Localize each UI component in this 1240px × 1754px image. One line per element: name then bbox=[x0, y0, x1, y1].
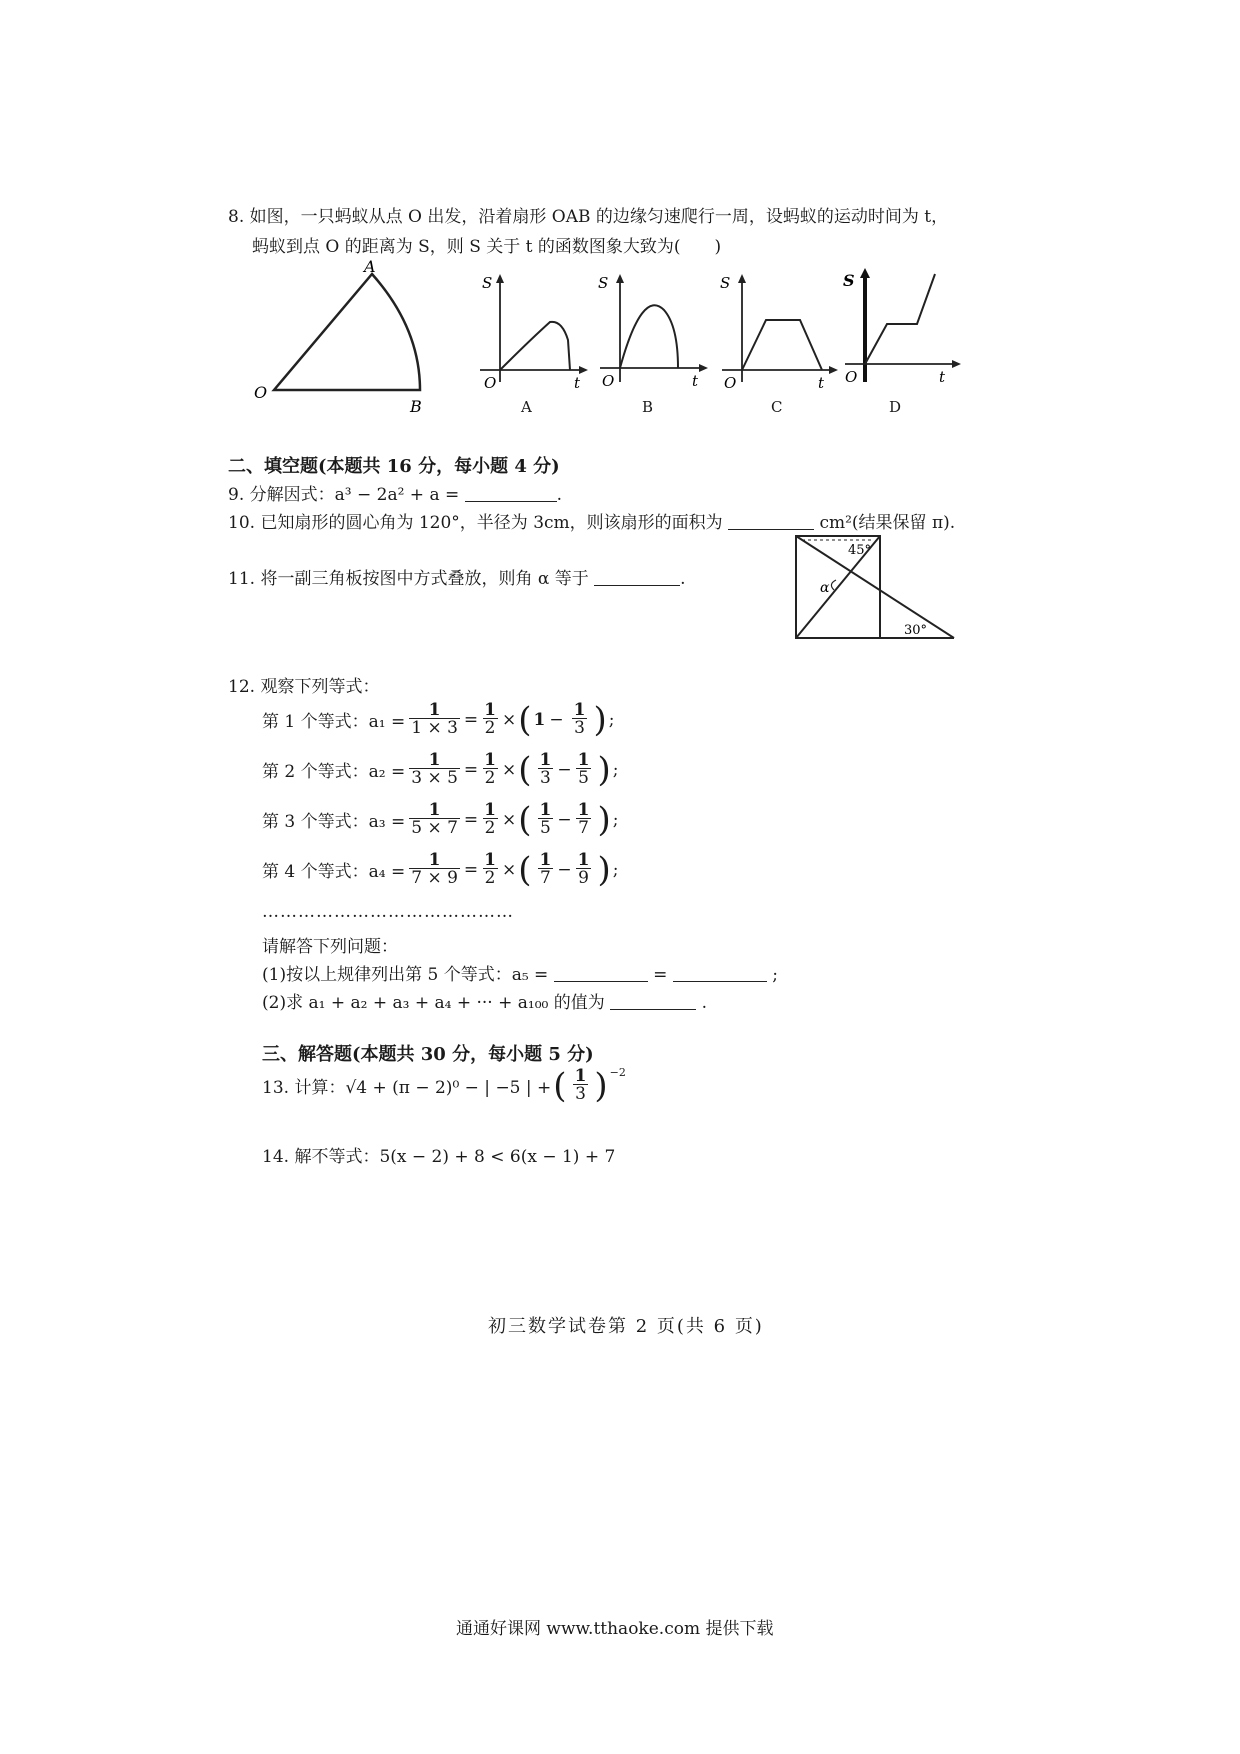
graph-b-s-arrow bbox=[616, 274, 624, 283]
eq2-half-den: 2 bbox=[484, 768, 496, 788]
graph-c-origin: O bbox=[724, 374, 737, 392]
angle-45-label: 45° bbox=[848, 543, 872, 558]
eq1-b-den: 3 bbox=[574, 718, 585, 738]
graph-d-t-label: t bbox=[939, 368, 946, 386]
q8-line1: 8. 如图，一只蚂蚁从点 O 出发，沿着扇形 OAB 的边缘匀速爬行一周，设蚂蚁的运动时间为 t， bbox=[228, 207, 949, 227]
graph-d-s-label: S bbox=[843, 271, 855, 290]
q10-end: cm²(结果保留 π). bbox=[819, 513, 956, 533]
q13-frac-num: 1 bbox=[574, 1066, 587, 1086]
graph-c-s-arrow bbox=[738, 274, 746, 283]
angle-30-label: 30° bbox=[904, 623, 928, 638]
eq3-end: ; bbox=[612, 809, 619, 830]
eq3-minus: − bbox=[557, 809, 572, 830]
q13 bbox=[262, 1065, 626, 1106]
eq4-prefix: 第 4 个等式：a₄ = bbox=[262, 862, 406, 882]
eq3-prefix: 第 3 个等式：a₃ = bbox=[262, 812, 406, 832]
q12-part1-blank-2[interactable] bbox=[673, 965, 767, 982]
eq3-num: 1 bbox=[428, 800, 441, 820]
eq2-b-den: 5 bbox=[578, 768, 589, 788]
q9 bbox=[228, 480, 562, 505]
eq1-num: 1 bbox=[428, 700, 441, 720]
eq3-half bbox=[482, 802, 498, 837]
q12-part1-blank-1[interactable] bbox=[554, 965, 648, 982]
option-a-label: A bbox=[521, 398, 532, 416]
graph-c-curve bbox=[742, 320, 822, 370]
graph-a-curve bbox=[500, 322, 570, 370]
graph-a-origin: O bbox=[484, 374, 497, 392]
eq4-lparen: ( bbox=[518, 849, 532, 890]
q11-end: . bbox=[680, 569, 686, 589]
eq4-rparen: ) bbox=[597, 849, 611, 890]
eq2-fraction bbox=[409, 752, 460, 787]
q12-equation-2 bbox=[262, 749, 619, 790]
eq3-half-den: 2 bbox=[484, 818, 496, 838]
eq3-half-num: 1 bbox=[484, 800, 497, 820]
eq4-b-den: 9 bbox=[578, 868, 589, 888]
eq1-equals: = bbox=[463, 709, 479, 730]
section3-title: 三、解答题(本题共 30 分，每小题 5 分) bbox=[262, 1044, 594, 1065]
sector-figure bbox=[250, 258, 440, 418]
q12-part1-mid: = bbox=[653, 965, 668, 985]
eq4-a-den: 7 bbox=[540, 868, 551, 888]
q10-text: 10. 已知扇形的圆心角为 120°，半径为 3cm，则该扇形的面积为 bbox=[228, 513, 723, 533]
sector-label-b: B bbox=[410, 397, 422, 416]
graph-d-origin: O bbox=[845, 368, 858, 386]
eq3-a-num: 1 bbox=[539, 800, 552, 820]
eq2-half-num: 1 bbox=[484, 750, 497, 770]
eq2-times: × bbox=[502, 759, 517, 780]
graph-c-t-label: t bbox=[818, 374, 825, 392]
q12-equation-1 bbox=[262, 699, 615, 740]
eq4-half bbox=[482, 852, 498, 887]
eq4-b bbox=[576, 852, 592, 887]
eq2-a-num: 1 bbox=[539, 750, 552, 770]
eq3-b-num: 1 bbox=[577, 800, 590, 820]
eq4-num: 1 bbox=[428, 850, 441, 870]
eq4-end: ; bbox=[612, 859, 619, 880]
eq3-b-den: 7 bbox=[578, 818, 589, 838]
graph-b-origin: O bbox=[602, 372, 615, 390]
q12-part2-end: . bbox=[701, 993, 707, 1013]
eq1-prefix: 第 1 个等式：a₁ = bbox=[262, 712, 406, 732]
q12-title: 12. 观察下列等式： bbox=[228, 677, 380, 697]
q12-part1-text: (1)按以上规律列出第 5 个等式：a₅ = bbox=[262, 965, 549, 985]
eq3-b bbox=[576, 802, 592, 837]
q12-equation-3 bbox=[262, 799, 619, 840]
option-d-label: D bbox=[889, 398, 902, 416]
graph-d-t-arrow bbox=[952, 360, 961, 368]
graph-a-s-arrow bbox=[496, 274, 504, 283]
eq1-b-num: 1 bbox=[573, 700, 586, 720]
eq1-b bbox=[572, 702, 588, 737]
q13-frac-den: 3 bbox=[575, 1084, 586, 1104]
sector-outline bbox=[274, 274, 420, 390]
graph-a bbox=[470, 270, 590, 400]
eq3-a bbox=[538, 802, 554, 837]
eq2-a-den: 3 bbox=[540, 768, 551, 788]
q12-part1 bbox=[262, 960, 778, 985]
q11-answer-blank[interactable] bbox=[594, 569, 680, 586]
q12-part2-text: (2)求 a₁ + a₂ + a₃ + a₄ + ··· + a₁₀₀ 的值为 bbox=[262, 993, 605, 1013]
q12-part2-blank[interactable] bbox=[610, 993, 696, 1010]
eq2-prefix: 第 2 个等式：a₂ = bbox=[262, 762, 406, 782]
triangle-figure bbox=[790, 530, 970, 646]
page-footer: 初三数学试卷第 2 页(共 6 页) bbox=[488, 1316, 764, 1337]
eq2-b-num: 1 bbox=[577, 750, 590, 770]
q8-line2: 蚂蚁到点 O 的距离为 S，则 S 关于 t 的函数图象大致为( ) bbox=[252, 237, 722, 257]
option-c-label: C bbox=[771, 398, 783, 416]
q12-part1-end: ; bbox=[772, 965, 778, 985]
graph-b-t-label: t bbox=[692, 372, 699, 390]
q13-fraction bbox=[573, 1068, 589, 1103]
graph-b-s-label: S bbox=[598, 274, 609, 292]
q13-text: 13. 计算：√4 + (π − 2)⁰ − | −5 | + bbox=[262, 1078, 552, 1098]
eq2-rparen: ) bbox=[597, 749, 611, 790]
q13-exponent: −2 bbox=[609, 1066, 626, 1079]
eq3-a-den: 5 bbox=[540, 818, 551, 838]
eq2-half bbox=[482, 752, 498, 787]
eq3-fraction bbox=[409, 802, 460, 837]
eq4-minus: − bbox=[557, 859, 572, 880]
eq2-den: 3 × 5 bbox=[411, 768, 458, 788]
eq1-half bbox=[482, 702, 498, 737]
alpha-label: α bbox=[820, 580, 830, 596]
graph-c-s-label: S bbox=[720, 274, 731, 292]
eq4-den: 7 × 9 bbox=[411, 868, 458, 888]
download-credit: 通通好课网 www.tthaoke.com 提供下载 bbox=[456, 1619, 774, 1639]
option-b-label: B bbox=[642, 398, 654, 416]
eq3-lparen: ( bbox=[518, 799, 532, 840]
eq4-half-num: 1 bbox=[484, 850, 497, 870]
section2-title: 二、填空题(本题共 16 分，每小题 4 分) bbox=[228, 456, 560, 477]
eq1-end: ; bbox=[608, 709, 615, 730]
eq2-minus: − bbox=[557, 759, 572, 780]
graph-b bbox=[590, 270, 710, 400]
graph-d-curve bbox=[865, 274, 935, 364]
sector-label-o: O bbox=[254, 383, 268, 402]
eq4-equals: = bbox=[463, 859, 479, 880]
eq3-rparen: ) bbox=[597, 799, 611, 840]
graph-a-t-label: t bbox=[574, 374, 581, 392]
alpha-arc bbox=[831, 580, 836, 590]
q12-dots: …………………………………… bbox=[262, 902, 514, 922]
q13-lparen: ( bbox=[553, 1065, 567, 1106]
q13-rparen: ) bbox=[594, 1065, 608, 1106]
eq1-lparen: ( bbox=[518, 699, 532, 740]
eq2-equals: = bbox=[463, 759, 479, 780]
eq1-fraction bbox=[409, 702, 460, 737]
eq4-half-den: 2 bbox=[484, 868, 496, 888]
eq4-a bbox=[538, 852, 554, 887]
graph-d bbox=[835, 264, 965, 400]
eq2-lparen: ( bbox=[518, 749, 532, 790]
graph-a-s-label: S bbox=[482, 274, 493, 292]
graph-b-curve bbox=[620, 305, 678, 368]
eq2-b bbox=[576, 752, 592, 787]
q14: 14. 解不等式：5(x − 2) + 8 < 6(x − 1) + 7 bbox=[262, 1147, 616, 1167]
q12-prompt: 请解答下列问题： bbox=[262, 937, 398, 957]
eq1-den: 1 × 3 bbox=[411, 718, 458, 738]
q11-text: 11. 将一副三角板按图中方式叠放，则角 α 等于 bbox=[228, 569, 589, 589]
sector-label-a: A bbox=[364, 258, 376, 276]
q10-answer-blank[interactable] bbox=[728, 513, 814, 530]
eq1-minus: − bbox=[549, 709, 564, 730]
graph-d-s-arrow bbox=[860, 268, 870, 278]
q9-text: 9. 分解因式：a³ − 2a² + a = bbox=[228, 485, 460, 505]
eq4-times: × bbox=[502, 859, 517, 880]
eq1-half-num: 1 bbox=[484, 700, 497, 720]
q9-end: . bbox=[556, 485, 563, 505]
eq2-a bbox=[538, 752, 554, 787]
q12-equation-4 bbox=[262, 849, 619, 890]
q12-part2 bbox=[262, 988, 707, 1013]
eq1-times: × bbox=[502, 709, 517, 730]
q11 bbox=[228, 564, 686, 589]
eq1-half-den: 2 bbox=[484, 718, 496, 738]
eq1-rparen: ) bbox=[593, 699, 607, 740]
eq3-equals: = bbox=[463, 809, 479, 830]
eq3-den: 5 × 7 bbox=[411, 818, 458, 838]
graph-b-t-arrow bbox=[699, 364, 708, 372]
q9-answer-blank[interactable] bbox=[465, 485, 557, 502]
graph-a-t-arrow bbox=[579, 366, 588, 374]
eq4-b-num: 1 bbox=[577, 850, 590, 870]
eq1-one: 1 bbox=[533, 709, 546, 730]
eq4-a-num: 1 bbox=[539, 850, 552, 870]
eq2-end: ; bbox=[612, 759, 619, 780]
eq2-num: 1 bbox=[428, 750, 441, 770]
graph-c bbox=[712, 270, 842, 400]
eq3-times: × bbox=[502, 809, 517, 830]
eq4-fraction bbox=[409, 852, 460, 887]
